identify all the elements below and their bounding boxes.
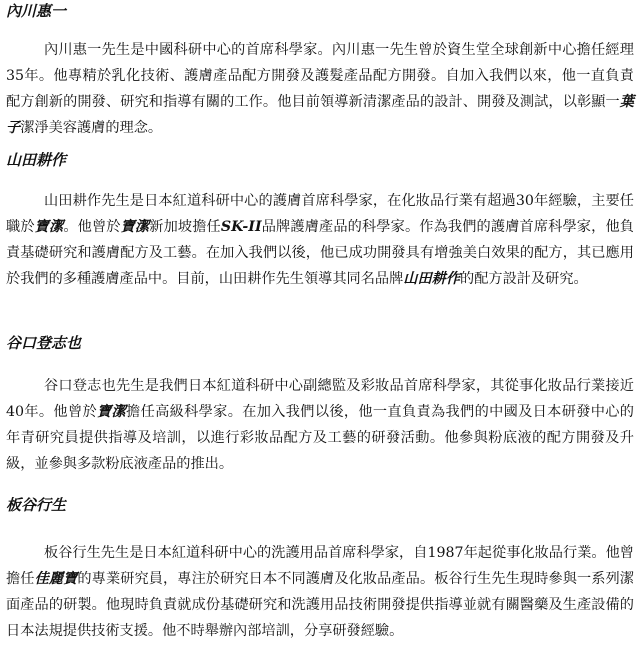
emphasized-text: 佳麗寶: [34, 571, 78, 587]
body-text: 谷口登志也先生是我們日本紅道科研中心副總監及彩妝品首席科學家，其從事化妝品行業接近40年。他曾於: [6, 378, 634, 420]
body-text: 擔任高級科學家。在加入我們以後，他一直負責為我們的中國及日本研發中心的年青研究員提供指導及培訓，以進行彩妝品配方及工藝的研發活動。他參與粉底液的配方開發及升級，並參與多款粉底液產品的推出。: [6, 404, 634, 472]
emphasized-text: 山田耕作: [403, 271, 461, 287]
emphasized-text: SK-II: [220, 219, 262, 235]
body-text: 板谷行生先生是日本紅道科研中心的洗護用品首席科學家，自1987年起從事化妝品行業。他曾擔任: [6, 545, 634, 587]
body-text: 的配方設計及研究。: [460, 271, 588, 287]
section-heading-itaya: 板谷行生: [6, 496, 67, 514]
section-body-yamada: [6, 188, 634, 292]
section-body-uchikawa: [6, 37, 634, 141]
body-text: 。他曾於: [63, 219, 121, 235]
emphasized-text: 寶潔: [34, 219, 64, 235]
body-text: 內川惠一先生是中國科研中心的首席科學家。內川惠一先生曾於資生堂全球創新中心擔任經理35年。他專精於乳化技術、護膚產品配方開發及護髮產品配方開發。自加入我們以來，他一直負責配方創新的開發、研究和指導有關的工作。他目前領導新清潔產品的設計、開發及測試，以彰顯一: [6, 42, 634, 110]
emphasized-text: 寶潔: [97, 404, 127, 420]
body-text: 潔淨美容護膚的理念。: [20, 120, 163, 136]
body-text: 山田耕作先生是日本紅道科研中心的護膚首席科學家，在化妝品行業有超過30年經驗，主要任職於: [6, 193, 634, 235]
body-text: 的專業研究員，專注於研究日本不同護膚及化妝品產品。板谷行生先生現時參與一系列潔面產品的研製。他現時負責就成份基礎研究和洗護用品技術開發提供指導並就有關醫藥及生產設備的日本法規提供技術支援。他不時舉辦內部培訓，分享研發經驗。: [6, 571, 634, 639]
section-heading-yamada: 山田耕作: [6, 151, 67, 169]
section-body-taniguchi: [6, 373, 634, 477]
section-body-itaya: [6, 540, 634, 644]
emphasized-text: 寶潔: [120, 219, 150, 235]
section-heading-uchikawa: 內川惠一: [6, 2, 67, 20]
section-heading-taniguchi: 谷口登志也: [6, 334, 82, 352]
body-text: 新加坡擔任: [149, 219, 221, 235]
body-text: 品牌護膚產品的科學家。作為我們的護膚首席科學家，他負責基礎研究和護膚配方及工藝。在加入我們以後，他已成功開發具有增強美白效果的配方，其已應用於我們的多種護膚產品中。目前，山田耕作先生領導其同名品牌: [6, 219, 634, 287]
emphasized-text: 葉子: [6, 94, 634, 136]
